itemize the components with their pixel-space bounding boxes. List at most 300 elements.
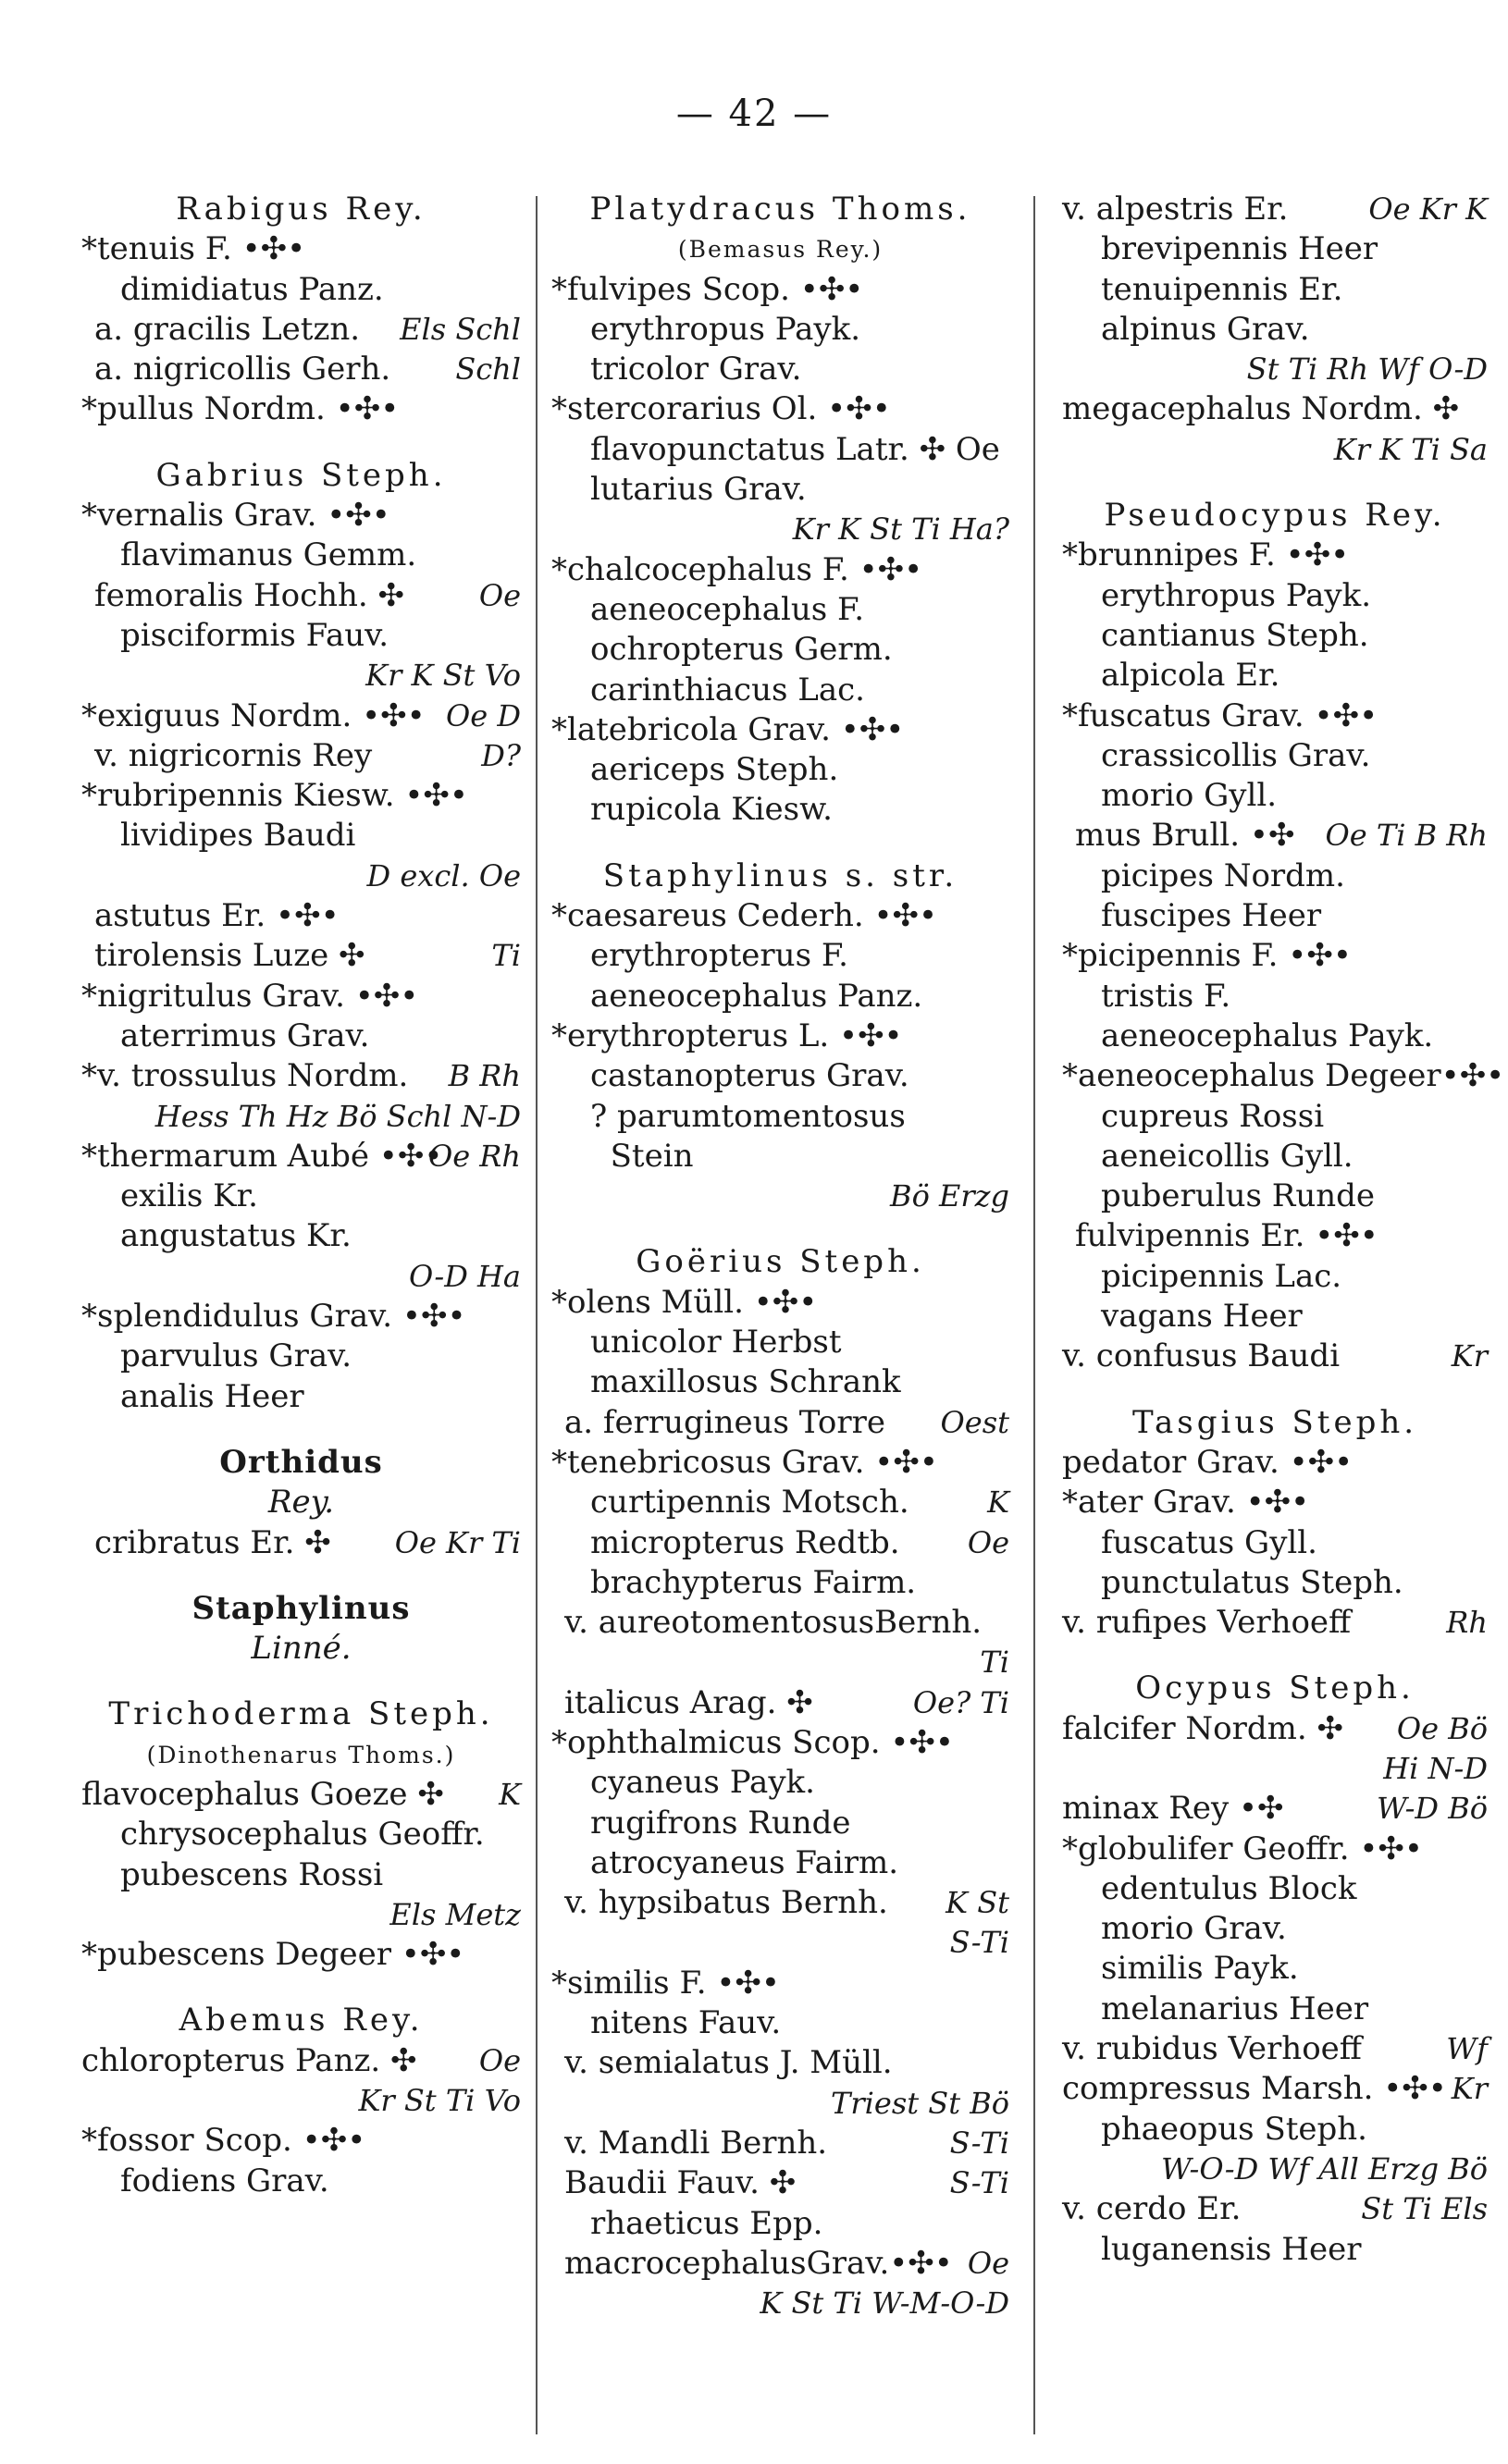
line-text: ? parumtomentosus xyxy=(590,1097,906,1135)
taxon-line xyxy=(81,896,521,936)
taxon-line xyxy=(551,1056,1009,1096)
taxon-line xyxy=(81,736,521,776)
line-text: astutus Er. •✣• xyxy=(94,897,340,935)
line-text: tenuipennis Er. xyxy=(1101,270,1343,308)
line-text: *caesareus Cederh. •✣• xyxy=(551,897,938,935)
line-text: Rey. xyxy=(267,1484,335,1522)
taxon-line xyxy=(81,2162,521,2201)
taxon-line xyxy=(81,1523,521,1563)
line-text: v. confusus Baudi xyxy=(1062,1337,1341,1375)
taxon-line xyxy=(551,470,1009,510)
taxon-line xyxy=(1062,936,1488,976)
taxon-line xyxy=(551,1483,1009,1522)
distribution-line xyxy=(551,2084,1009,2124)
taxon-line xyxy=(1062,736,1488,776)
taxon-line xyxy=(1062,1830,1488,1869)
distribution-line xyxy=(1062,350,1488,389)
spacer xyxy=(81,1563,521,1589)
distribution-code: S-Ti xyxy=(949,2125,1009,2161)
distribution-line xyxy=(1062,430,1488,470)
distribution-line xyxy=(81,1097,521,1137)
line-text: lutarius Grav. xyxy=(590,471,807,509)
taxon-line xyxy=(1062,1483,1488,1522)
text-column-2 xyxy=(551,190,1009,2323)
genus-heading xyxy=(81,1694,521,1734)
taxon-line xyxy=(81,776,521,816)
line-text: maxillosus Schrank xyxy=(590,1363,901,1401)
line-text: pubescens Rossi xyxy=(120,1855,384,1893)
line-text: v. aureotomentosusBernh. xyxy=(564,1604,983,1642)
distribution-line xyxy=(81,1257,521,1297)
taxon-line xyxy=(1062,1523,1488,1563)
taxon-line xyxy=(551,1137,1009,1177)
taxon-line xyxy=(551,1843,1009,1883)
taxon-line xyxy=(551,1323,1009,1362)
line-text: *pullus Nordm. •✣• xyxy=(81,390,400,428)
distribution-line xyxy=(81,2081,521,2121)
taxon-line xyxy=(551,1283,1009,1323)
line-text: alpinus Grav. xyxy=(1101,310,1310,348)
taxon-line xyxy=(551,2043,1009,2083)
taxon-line xyxy=(81,496,521,536)
text-column-3 xyxy=(1062,190,1505,2270)
genus-heading xyxy=(1062,496,1488,536)
line-text: *thermarum Aubé •✣• xyxy=(81,1137,443,1175)
taxon-line xyxy=(1062,2110,1488,2150)
taxon-line xyxy=(551,270,1009,310)
taxon-line xyxy=(1062,2029,1488,2069)
taxon-line xyxy=(1062,389,1488,429)
line-text: *aeneocephalus Degeer•✣• xyxy=(1062,1057,1505,1095)
line-text: v. hypsibatus Bernh. xyxy=(564,1884,888,1922)
taxon-line xyxy=(551,790,1009,830)
line-text: aeneicollis Gyll. xyxy=(1101,1137,1353,1175)
line-text: v. Mandli Bernh. xyxy=(564,2124,828,2162)
line-text: *similis F. •✣• xyxy=(551,1964,780,2002)
line-text: v. rubidus Verhoeff xyxy=(1062,2030,1362,2068)
taxon-line xyxy=(1062,1337,1488,1376)
taxon-line xyxy=(81,936,521,976)
line-text: Orthidus xyxy=(219,1443,383,1481)
distribution-code: K xyxy=(499,1776,521,1812)
line-text: Rabigus Rey. xyxy=(176,191,426,228)
line-text: luganensis Heer xyxy=(1101,2230,1362,2268)
taxon-line xyxy=(551,389,1009,429)
line-text: erythropus Payk. xyxy=(590,310,861,348)
taxon-line xyxy=(1062,229,1488,269)
line-text: *fossor Scop. •✣• xyxy=(81,2122,366,2160)
taxon-line xyxy=(81,1815,521,1854)
line-text: v. alpestris Er. xyxy=(1062,191,1289,228)
taxon-line xyxy=(81,536,521,575)
spacer xyxy=(81,1417,521,1443)
genus-title xyxy=(81,1443,521,1483)
line-text: rupicola Kiesw. xyxy=(590,791,833,829)
page-number: — 42 — xyxy=(675,92,833,135)
line-text: crassicollis Grav. xyxy=(1101,736,1371,774)
taxon-line xyxy=(551,630,1009,670)
taxon-line xyxy=(81,2121,521,2161)
line-text: cyaneus Payk. xyxy=(590,1764,815,1802)
taxon-line xyxy=(1062,816,1488,856)
line-text: chrysocephalus Geoffr. xyxy=(120,1816,485,1854)
taxon-line xyxy=(81,1297,521,1337)
line-text: (Dinothenarus Thoms.) xyxy=(146,1741,456,1768)
line-text: italicus Arag. ✣ xyxy=(564,1683,813,1721)
line-text: *ater Grav. •✣• xyxy=(1062,1484,1310,1522)
distribution-code: Rh xyxy=(1446,1605,1488,1641)
taxon-line xyxy=(551,1362,1009,1402)
spacer xyxy=(1062,1377,1488,1403)
line-text: *pubescens Degeer •✣• xyxy=(81,1936,465,1974)
line-text: aeneocephalus Payk. xyxy=(1101,1016,1434,1054)
genus-heading xyxy=(1062,1403,1488,1443)
genus-heading xyxy=(551,1242,1009,1282)
distribution-line xyxy=(81,656,521,696)
taxon-line xyxy=(551,590,1009,630)
taxon-line xyxy=(551,977,1009,1016)
line-text: pedator Grav. •✣• xyxy=(1062,1443,1353,1481)
line-text: ochropterus Germ. xyxy=(590,631,893,669)
line-text: mus Brull. •✣ xyxy=(1075,817,1295,855)
line-text: *latebricola Grav. •✣• xyxy=(551,710,905,748)
taxon-line xyxy=(1062,310,1488,350)
taxon-line xyxy=(1062,1869,1488,1909)
line-text: *globulifer Geoffr. •✣• xyxy=(1062,1830,1423,1867)
line-text: flavimanus Gemm. xyxy=(120,536,417,574)
line-text: Staphylinus s. str. xyxy=(602,856,958,894)
line-text: vagans Heer xyxy=(1101,1298,1303,1336)
taxon-line xyxy=(551,2163,1009,2203)
distribution-code: St Ti Els xyxy=(1361,2191,1488,2227)
column-divider xyxy=(1033,196,1035,2434)
line-text: rhaeticus Epp. xyxy=(590,2204,823,2242)
genus-heading xyxy=(81,2001,521,2040)
distribution-code: Wf xyxy=(1446,2031,1488,2067)
distribution-code: Oe D xyxy=(446,697,521,733)
taxon-line xyxy=(551,310,1009,350)
taxon-line xyxy=(81,310,521,350)
distribution-code: W-D Bö xyxy=(1377,1791,1488,1827)
line-text: pisciformis Fauv. xyxy=(120,616,389,654)
line-text: unicolor Herbst xyxy=(590,1324,842,1361)
taxon-line xyxy=(1062,616,1488,656)
distribution-line xyxy=(551,1177,1009,1216)
line-text: erythropterus F. xyxy=(590,937,848,975)
line-text: megacephalus Nordm. ✣ xyxy=(1062,390,1460,428)
distribution-code: Kr xyxy=(1451,2071,1488,2107)
subgenus-note xyxy=(81,1735,521,1775)
distribution-code: Els Schl xyxy=(400,311,521,347)
line-text: femoralis Hochh. ✣ xyxy=(94,576,405,614)
line-text: *exiguus Nordm. •✣• xyxy=(81,696,426,734)
taxon-line xyxy=(1062,1097,1488,1137)
taxon-line xyxy=(81,1377,521,1417)
distribution-code: Oe Kr Ti xyxy=(394,1524,521,1560)
author-line xyxy=(81,1483,521,1522)
distribution-code: K xyxy=(987,1485,1009,1521)
distribution-code: Kr xyxy=(1451,1338,1488,1374)
genus-heading xyxy=(1062,1669,1488,1708)
line-text: puberulus Runde xyxy=(1101,1177,1376,1215)
taxon-line xyxy=(1062,896,1488,936)
line-text: morio Gyll. xyxy=(1101,777,1278,815)
line-text: morio Grav. xyxy=(1101,1910,1287,1948)
distribution-line xyxy=(551,1643,1009,1682)
line-text: Ocypus Steph. xyxy=(1135,1669,1415,1707)
line-text: fodiens Grav. xyxy=(120,2162,329,2199)
line-text: chloropterus Panz. ✣ xyxy=(81,2041,417,2079)
line-text: nitens Fauv. xyxy=(590,2004,782,2042)
taxon-line xyxy=(551,750,1009,790)
line-text: flavopunctatus Latr. ✣ Oe xyxy=(590,430,1000,468)
line-text: a. gracilis Letzn. xyxy=(94,310,361,348)
distribution-code: Bö Erzg xyxy=(890,1178,1009,1214)
line-text: fuscatus Gyll. xyxy=(1101,1523,1317,1561)
taxon-line xyxy=(81,1775,521,1815)
line-text: cribratus Er. ✣ xyxy=(94,1523,331,1561)
taxon-line xyxy=(1062,2230,1488,2270)
distribution-line xyxy=(81,1895,521,1935)
taxon-line xyxy=(551,350,1009,389)
line-text: cupreus Rossi xyxy=(1101,1097,1325,1135)
taxon-line xyxy=(81,977,521,1016)
distribution-line xyxy=(1062,1749,1488,1789)
taxon-line xyxy=(81,1935,521,1975)
taxon-line xyxy=(551,1964,1009,2003)
distribution-code: Schl xyxy=(455,351,521,388)
genus-title xyxy=(81,1589,521,1629)
taxon-line xyxy=(1062,1949,1488,1989)
taxon-line xyxy=(551,1763,1009,1803)
distribution-code: Kr K Ti Sa xyxy=(1333,431,1488,467)
line-text: Tasgius Steph. xyxy=(1131,1403,1418,1441)
distribution-code: St Ti Rh Wf O-D xyxy=(1246,351,1488,388)
line-text: brachypterus Fairm. xyxy=(590,1563,917,1601)
taxon-line xyxy=(551,1443,1009,1483)
taxon-line xyxy=(1062,1443,1488,1483)
line-text: Goërius Steph. xyxy=(636,1243,925,1281)
taxon-line xyxy=(551,2124,1009,2163)
distribution-code: O-D Ha xyxy=(408,1258,521,1294)
distribution-code: Els Metz xyxy=(389,1896,521,1932)
distribution-code: K St Ti W-M-O-D xyxy=(760,2285,1009,2322)
line-text: *rubripennis Kiesw. •✣• xyxy=(81,777,468,815)
genus-heading xyxy=(551,856,1009,896)
distribution-code: S-Ti xyxy=(949,2165,1009,2201)
line-text: edentulus Block xyxy=(1101,1869,1357,1907)
distribution-code: Oe? Ti xyxy=(912,1684,1009,1720)
line-text: *erythropterus L. •✣• xyxy=(551,1016,903,1054)
line-text: Stein xyxy=(590,1137,694,1175)
taxon-line xyxy=(1062,1909,1488,1949)
line-text: castanopterus Grav. xyxy=(590,1057,909,1095)
distribution-line xyxy=(1062,2150,1488,2189)
line-text: Pseudocypus Rey. xyxy=(1104,497,1446,535)
line-text: dimidiatus Panz. xyxy=(120,270,384,308)
taxon-line xyxy=(1062,856,1488,896)
taxon-line xyxy=(81,696,521,736)
line-text: curtipennis Motsch. xyxy=(590,1484,909,1522)
taxon-line xyxy=(81,229,521,269)
distribution-code: B Rh xyxy=(448,1058,521,1094)
spacer xyxy=(81,430,521,456)
taxon-line xyxy=(1062,1056,1505,1096)
distribution-line xyxy=(551,2284,1009,2323)
distribution-code: Oe xyxy=(478,2042,521,2078)
line-text: phaeopus Steph. xyxy=(1101,2110,1367,2148)
distribution-code: Oe xyxy=(967,2245,1009,2281)
distribution-code: Oe Rh xyxy=(427,1138,521,1174)
taxon-line xyxy=(551,896,1009,936)
taxon-line xyxy=(1062,190,1488,229)
taxon-line xyxy=(1062,1177,1488,1216)
line-text: v. nigricornis Rey xyxy=(94,736,373,774)
line-text: similis Payk. xyxy=(1101,1950,1299,1988)
taxon-line xyxy=(81,616,521,656)
taxon-line xyxy=(551,2003,1009,2043)
spacer xyxy=(551,1216,1009,1242)
taxon-line xyxy=(1062,656,1488,696)
line-text: picipennis Lac. xyxy=(1101,1257,1342,1295)
taxon-line xyxy=(1062,576,1488,616)
taxon-line xyxy=(1062,270,1488,310)
line-text: Platydracus Thoms. xyxy=(589,191,971,228)
taxon-line xyxy=(81,389,521,429)
taxon-line xyxy=(1062,1990,1488,2029)
line-text: *vernalis Grav. •✣• xyxy=(81,497,390,535)
text-column-1 xyxy=(81,190,521,2201)
distribution-code: Kr St Ti Vo xyxy=(358,2083,521,2119)
line-text: *chalcocephalus F. •✣• xyxy=(551,550,923,588)
line-text: macrocephalusGrav.•✣• xyxy=(564,2244,953,2282)
taxon-line xyxy=(1062,1297,1488,1337)
line-text: angustatus Kr. xyxy=(120,1217,352,1255)
line-text: picipes Nordm. xyxy=(1101,856,1345,894)
taxon-line xyxy=(81,270,521,310)
line-text: atrocyaneus Fairm. xyxy=(590,1843,899,1881)
line-text: exilis Kr. xyxy=(120,1177,258,1215)
line-text: *tenebricosus Grav. •✣• xyxy=(551,1443,938,1481)
line-text: micropterus Redtb. xyxy=(590,1523,900,1561)
taxon-line xyxy=(551,671,1009,710)
line-text: v. semialatus J. Müll. xyxy=(564,2044,893,2082)
distribution-code: Ti xyxy=(980,1645,1009,1681)
distribution-code: W-O-D Wf All Erzg Bö xyxy=(1160,2150,1488,2187)
taxon-line xyxy=(551,2204,1009,2244)
taxon-line xyxy=(551,550,1009,590)
taxon-line xyxy=(551,1723,1009,1763)
taxon-line xyxy=(81,816,521,856)
distribution-code: Oe xyxy=(967,1524,1009,1560)
line-text: aeneocephalus F. xyxy=(590,590,865,628)
spacer xyxy=(81,1975,521,2001)
taxon-line xyxy=(81,350,521,389)
line-text: rugifrons Runde xyxy=(590,1804,851,1842)
line-text: falcifer Nordm. ✣ xyxy=(1062,1709,1343,1747)
line-text: *fulvipes Scop. •✣• xyxy=(551,270,864,308)
line-text: alpicola Er. xyxy=(1101,657,1280,695)
taxon-line xyxy=(551,1683,1009,1723)
spacer xyxy=(1062,1643,1488,1669)
taxon-line xyxy=(551,1603,1009,1643)
taxon-line xyxy=(1062,1789,1488,1829)
taxon-line xyxy=(551,1523,1009,1563)
line-text: Gabrius Steph. xyxy=(155,456,447,494)
line-text: a. ferrugineus Torre xyxy=(564,1403,885,1441)
genus-heading xyxy=(81,190,521,229)
spacer xyxy=(551,831,1009,856)
author-line xyxy=(81,1629,521,1669)
line-text: Abemus Rey. xyxy=(179,2002,424,2039)
distribution-code: K St xyxy=(946,1885,1009,1921)
line-text: fulvipennis Er. •✣• xyxy=(1075,1217,1378,1255)
distribution-line xyxy=(551,510,1009,549)
distribution-code: D? xyxy=(481,737,521,773)
taxon-line xyxy=(551,936,1009,976)
distribution-code: Hess Th Hz Bö Schl N-D xyxy=(155,1098,521,1134)
line-text: erythropus Payk. xyxy=(1101,576,1372,614)
line-text: Baudii Fauv. ✣ xyxy=(564,2164,797,2202)
distribution-code: Oe Ti B Rh xyxy=(1325,818,1488,854)
line-text: tristis F. xyxy=(1101,977,1231,1015)
taxon-line xyxy=(81,576,521,616)
distribution-code: Hi N-D xyxy=(1383,1750,1488,1786)
distribution-code: Kr K St Ti Ha? xyxy=(792,511,1009,548)
line-text: Linné. xyxy=(251,1630,352,1668)
line-text: carinthiacus Lac. xyxy=(590,671,865,708)
distribution-code: Oe xyxy=(478,577,521,613)
line-text: (Bemasus Rey.) xyxy=(677,236,884,264)
taxon-line xyxy=(1062,2189,1488,2229)
spacer xyxy=(1062,470,1488,496)
distribution-code: Oest xyxy=(940,1404,1009,1440)
line-text: v. cerdo Er. xyxy=(1062,2190,1242,2228)
distribution-code: Oe Bö xyxy=(1396,1710,1488,1746)
taxon-line xyxy=(551,2244,1009,2284)
taxon-line xyxy=(81,1337,521,1376)
line-text: lividipes Baudi xyxy=(120,817,356,855)
line-text: aericeps Steph. xyxy=(590,751,839,789)
line-text: *brunnipes F. •✣• xyxy=(1062,536,1350,574)
distribution-code: Oe Kr K xyxy=(1368,191,1488,227)
distribution-code: D excl. Oe xyxy=(366,857,521,893)
line-text: aeneocephalus Panz. xyxy=(590,977,923,1015)
distribution-line xyxy=(551,1923,1009,1963)
line-text: *nigritulus Grav. •✣• xyxy=(81,977,419,1015)
line-text: minax Rey •✣ xyxy=(1062,1790,1284,1828)
line-text: Trichoderma Steph. xyxy=(108,1695,494,1733)
line-text: punctulatus Steph. xyxy=(1101,1563,1403,1601)
line-text: v. rufipes Verhoeff xyxy=(1062,1604,1352,1642)
line-text: Staphylinus xyxy=(192,1589,411,1627)
line-text: tricolor Grav. xyxy=(590,351,802,388)
taxon-line xyxy=(1062,1216,1488,1256)
distribution-code: Ti xyxy=(491,938,521,974)
taxon-line xyxy=(1062,536,1488,575)
taxon-line xyxy=(1062,2069,1488,2109)
taxon-line xyxy=(551,1097,1009,1137)
taxon-line xyxy=(81,1137,521,1177)
taxon-line xyxy=(551,710,1009,750)
taxon-line xyxy=(81,1177,521,1216)
taxon-line xyxy=(551,1563,1009,1603)
distribution-code: Triest St Bö xyxy=(831,2085,1009,2121)
line-text: *splendidulus Grav. •✣• xyxy=(81,1298,466,1336)
taxon-line xyxy=(81,1216,521,1256)
line-text: *picipennis F. •✣• xyxy=(1062,937,1352,975)
line-text: *olens Müll. •✣• xyxy=(551,1283,818,1321)
